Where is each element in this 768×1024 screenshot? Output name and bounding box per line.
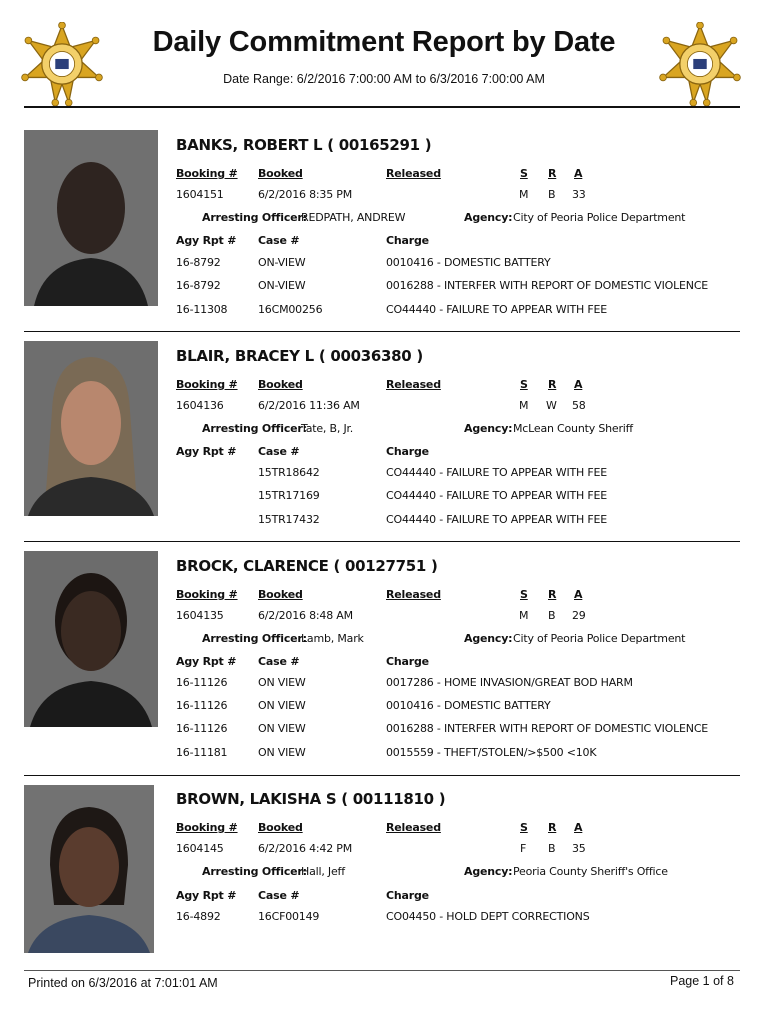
inmate-record	[0, 130, 768, 330]
released-label: Released	[386, 821, 441, 834]
agy-rpt-label: Agy Rpt #	[176, 445, 237, 458]
case-value: ON VIEW	[258, 746, 306, 759]
age-label: A	[574, 821, 583, 834]
booking-number: 1604136	[176, 399, 224, 412]
booked-label: Booked	[258, 378, 303, 391]
charge-value: CO44440 - FAILURE TO APPEAR WITH FEE	[386, 303, 608, 316]
booked-label: Booked	[258, 588, 303, 601]
case-value: ON-VIEW	[258, 279, 306, 292]
race-label: R	[548, 167, 557, 180]
agy-rpt-value: 16-8792	[176, 279, 221, 292]
agency-value: City of Peoria Police Department	[513, 211, 686, 224]
sex-label: S	[520, 821, 528, 834]
charge-value: 0016288 - INTERFER WITH REPORT OF DOMESTIC VIOLENCE	[386, 279, 709, 292]
charge-value: 0015559 - THEFT/STOLEN/>$500 <10K	[386, 746, 597, 759]
agency-label: Agency:	[464, 422, 513, 435]
booking-number: 1604151	[176, 188, 224, 201]
charge-label: Charge	[386, 655, 429, 668]
booked-date: 6/2/2016 11:36 AM	[258, 399, 360, 412]
booked-date: 6/2/2016 8:48 AM	[258, 609, 353, 622]
agency-value: McLean County Sheriff	[513, 422, 633, 435]
case-label: Case #	[258, 889, 300, 902]
age-value: 29	[572, 609, 586, 622]
booking-number: 1604135	[176, 609, 224, 622]
sex-label: S	[520, 167, 528, 180]
case-value: 15TR17432	[258, 513, 320, 526]
agy-rpt-label: Agy Rpt #	[176, 655, 237, 668]
agy-rpt-value: 16-11126	[176, 676, 228, 689]
inmate-record	[0, 785, 768, 965]
agy-rpt-value: 16-11126	[176, 699, 228, 712]
header-divider	[24, 106, 740, 108]
agency-value: City of Peoria Police Department	[513, 632, 686, 645]
charge-value: 0016288 - INTERFER WITH REPORT OF DOMESTIC VIOLENCE	[386, 722, 709, 735]
age-value: 58	[572, 399, 586, 412]
page-number: Page 1 of 8	[670, 974, 734, 988]
sheriff-badge-icon	[658, 22, 742, 106]
released-label: Released	[386, 378, 441, 391]
released-label: Released	[386, 167, 441, 180]
agency-value: Peoria County Sheriff's Office	[513, 865, 668, 878]
race-value: B	[548, 609, 556, 622]
case-value: 15TR18642	[258, 466, 320, 479]
inmate-record	[0, 341, 768, 541]
race-value: B	[548, 188, 556, 201]
booking-label: Booking #	[176, 821, 238, 834]
agency-label: Agency:	[464, 632, 513, 645]
mugshot-photo	[24, 130, 158, 306]
age-value: 33	[572, 188, 586, 201]
officer-value: Tate, B, Jr.	[301, 422, 354, 435]
race-value: W	[546, 399, 557, 412]
charge-value: CO44440 - FAILURE TO APPEAR WITH FEE	[386, 489, 608, 502]
agy-rpt-value: 16-4892	[176, 910, 221, 923]
booked-date: 6/2/2016 8:35 PM	[258, 188, 353, 201]
agy-rpt-value: 16-11126	[176, 722, 228, 735]
booking-label: Booking #	[176, 588, 238, 601]
record-divider	[24, 331, 740, 332]
officer-label: Arresting Officer:	[202, 865, 307, 878]
case-value: 15TR17169	[258, 489, 320, 502]
agy-rpt-value: 16-11181	[176, 746, 228, 759]
inmate-name: BANKS, ROBERT L ( 00165291 )	[176, 136, 432, 154]
sex-value: M	[519, 609, 529, 622]
officer-value: Hall, Jeff	[301, 865, 345, 878]
sex-label: S	[520, 588, 528, 601]
date-range: Date Range: 6/2/2016 7:00:00 AM to 6/3/2016 7:00:00 AM	[223, 72, 545, 86]
agy-rpt-label: Agy Rpt #	[176, 234, 237, 247]
charge-value: 0017286 - HOME INVASION/GREAT BOD HARM	[386, 676, 633, 689]
released-label: Released	[386, 588, 441, 601]
page-title: Daily Commitment Report by Date	[152, 26, 616, 58]
charge-label: Charge	[386, 445, 429, 458]
charge-value: 0010416 - DOMESTIC BATTERY	[386, 256, 551, 269]
mugshot-photo	[24, 341, 158, 516]
booked-label: Booked	[258, 167, 303, 180]
case-label: Case #	[258, 445, 300, 458]
footer-divider	[24, 970, 740, 971]
agy-rpt-value: 16-8792	[176, 256, 221, 269]
case-value: ON VIEW	[258, 699, 306, 712]
age-label: A	[574, 167, 583, 180]
report-header	[0, 0, 768, 108]
charge-value: CO44440 - FAILURE TO APPEAR WITH FEE	[386, 466, 608, 479]
race-label: R	[548, 588, 557, 601]
sex-value: M	[519, 399, 529, 412]
case-value: ON-VIEW	[258, 256, 306, 269]
age-value: 35	[572, 842, 586, 855]
mugshot-photo	[24, 551, 158, 727]
agency-label: Agency:	[464, 865, 513, 878]
officer-value: REDPATH, ANDREW	[301, 211, 406, 224]
agy-rpt-label: Agy Rpt #	[176, 889, 237, 902]
booking-number: 1604145	[176, 842, 224, 855]
officer-label: Arresting Officer:	[202, 632, 307, 645]
agy-rpt-value: 16-11308	[176, 303, 228, 316]
case-value: 16CF00149	[258, 910, 320, 923]
age-label: A	[574, 378, 583, 391]
printed-timestamp: Printed on 6/3/2016 at 7:01:01 AM	[28, 976, 218, 990]
officer-label: Arresting Officer:	[202, 211, 307, 224]
case-label: Case #	[258, 234, 300, 247]
booked-label: Booked	[258, 821, 303, 834]
booked-date: 6/2/2016 4:42 PM	[258, 842, 353, 855]
case-value: ON VIEW	[258, 676, 306, 689]
sex-label: S	[520, 378, 528, 391]
sex-value: F	[520, 842, 527, 855]
record-divider	[24, 541, 740, 542]
mugshot-photo	[24, 785, 154, 953]
charge-value: 0010416 - DOMESTIC BATTERY	[386, 699, 551, 712]
charge-value: CO04450 - HOLD DEPT CORRECTIONS	[386, 910, 590, 923]
race-label: R	[548, 378, 557, 391]
inmate-name: BLAIR, BRACEY L ( 00036380 )	[176, 347, 423, 365]
officer-value: Lamb, Mark	[301, 632, 364, 645]
inmate-record	[0, 551, 768, 773]
case-label: Case #	[258, 655, 300, 668]
case-value: 16CM00256	[258, 303, 323, 316]
charge-label: Charge	[386, 889, 429, 902]
case-value: ON VIEW	[258, 722, 306, 735]
age-label: A	[574, 588, 583, 601]
charge-value: CO44440 - FAILURE TO APPEAR WITH FEE	[386, 513, 608, 526]
inmate-name: BROWN, LAKISHA S ( 00111810 )	[176, 790, 446, 808]
charge-label: Charge	[386, 234, 429, 247]
race-label: R	[548, 821, 557, 834]
booking-label: Booking #	[176, 378, 238, 391]
booking-label: Booking #	[176, 167, 238, 180]
inmate-name: BROCK, CLARENCE ( 00127751 )	[176, 557, 438, 575]
sex-value: M	[519, 188, 529, 201]
race-value: B	[548, 842, 556, 855]
agency-label: Agency:	[464, 211, 513, 224]
record-divider	[24, 775, 740, 776]
officer-label: Arresting Officer:	[202, 422, 307, 435]
